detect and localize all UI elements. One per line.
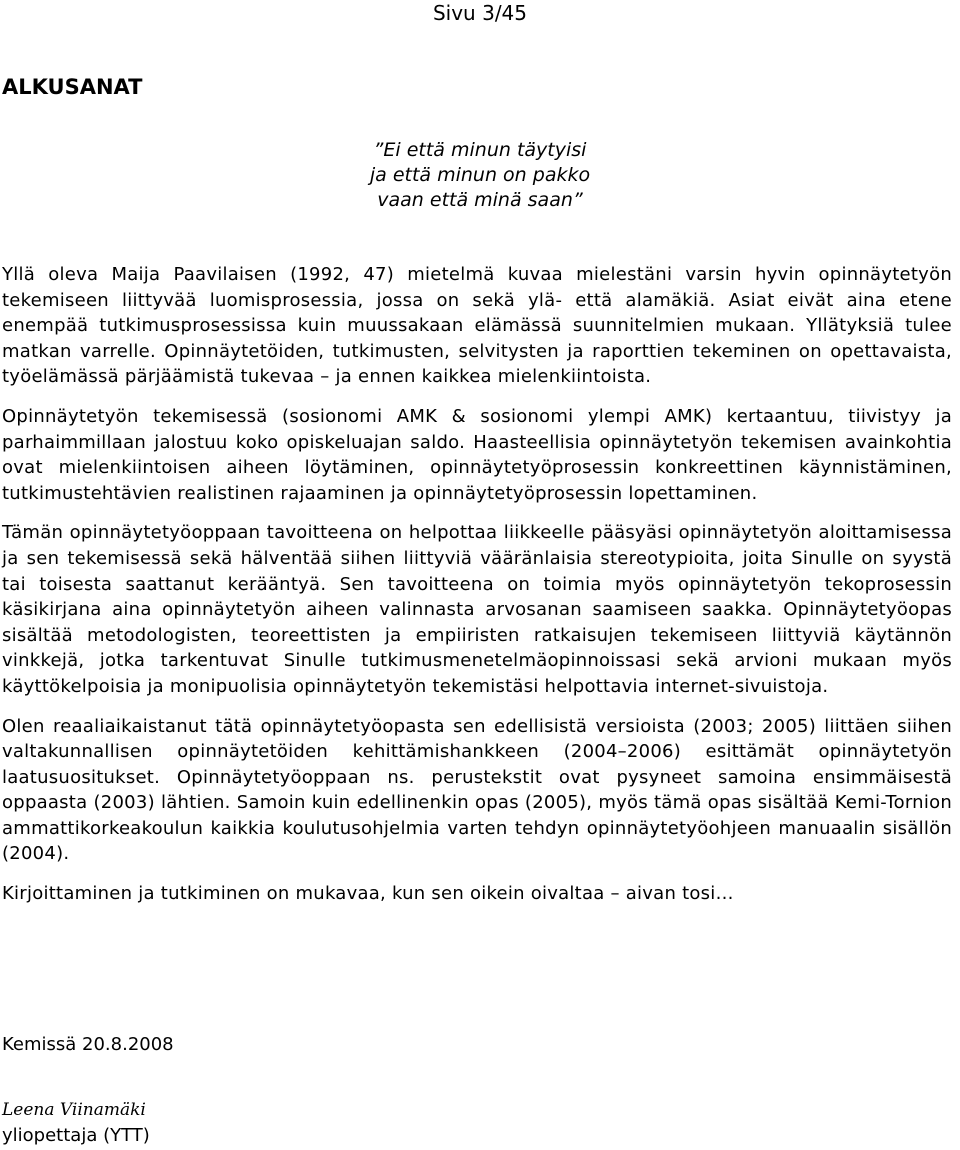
signatory-title: yliopettaja (YTT) (2, 1125, 150, 1146)
paragraph: Tämän opinnäytetyöoppaan tavoitteena on helpottaa liikkeelle pääsyäsi opinnäytetyön aloittamisessa ja sen tekemisessä sekä hälventää siihen liittyviä vääränlaisia stereotypioita, joita Sinulle on syystä tai toisesta saattanut kerääntyä. Sen tavoitteena on toimia myös opinnäytetyön tekoprosessin käsikirjana aina opinnäytetyön aiheen valinnasta arvosanan saamiseen saakka. Opinnäytetyöopas sisältää metodologisten, teoreettisten ja empiiristen ratkaisujen tekemiseen liittyviä käytännön vinkkejä, jotka tarkentuvat Sinulle tutkimusmenetelmäopinnoissasi sekä arvioni mukaan myös käyttökelpoisia ja monipuolisia opinnäytetyön tekemistäsi helpottavia internet-sivuistoja. (2, 522, 952, 697)
epigraph-quote (0, 138, 960, 213)
paragraph: Opinnäytetyön tekemisessä (sosionomi AMK & sosionomi ylempi AMK) kertaantuu, tiivistyy ja parhaimmillaan jalostuu koko opiskeluajan saldo. Haasteellisia opinnäytetyön tekemisen avainkohtia ovat mielenkiintoisen aiheen löytäminen, opinnäytetyöprosessin konkreettinen käynnistäminen, tutkimustehtävien realistinen rajaaminen ja opinnäytetyöprosessin lopettaminen. (2, 405, 952, 504)
quote-line: ”Ei että minun täytyisi (373, 139, 587, 161)
section-heading: ALKUSANAT (2, 75, 143, 99)
closing-line: Kirjoittaminen ja tutkiminen on mukavaa, kun sen oikein oivaltaa – aivan tosi… (2, 883, 734, 905)
place-and-date: Kemissä 20.8.2008 (2, 1034, 174, 1055)
paragraph: Olen reaaliaikaistanut tätä opinnäytetyöopasta sen edellisistä versioista (2003; 2005) liittäen siihen valtakunnallisen opinnäytetöiden kehittämishankkeen (2004–2006) esittämät opinnäytetyön laatusuositukset. Opinnäytetyöoppaan ns. perustekstit ovat pysyneet samoina ensimmäisestä oppaasta (2003) lähtien. Samoin kuin edellinenkin opas (2005), myös tämä opas sisältää Kemi-Tornion ammattikorkeakoulun kaikkia koulutusohjelmia varten tehdyn opinnäytetyöohjeen manuaalin sisällön (2004). (2, 715, 952, 865)
page-number: Sivu 3/45 (432, 1, 528, 25)
quote-line: ja että minun on pakko (369, 164, 591, 186)
paragraph: Yllä oleva Maija Paavilaisen (1992, 47) mietelmä kuvaa mielestäni varsin hyvin opinnäytetyön tekemiseen liittyvää luomisprosessia, jossa on sekä ylä- että alamäkiä. Asiat eivät aina etene enempää tutkimusprosessissa kuin muussakaan elämässä suunnitelmien mukaan. Yllätyksiä tulee matkan varrelle. Opinnäytetöiden, tutkimusten, selvitysten ja raporttien tekeminen on opettavaista, työelämässä pärjäämistä tukevaa – ja ennen kaikkea mielenkiintoista. (2, 264, 952, 388)
quote-line: vaan että minä saan” (377, 189, 583, 211)
signature-name: Leena Viinamäki (2, 1100, 146, 1120)
body-text (2, 262, 952, 921)
